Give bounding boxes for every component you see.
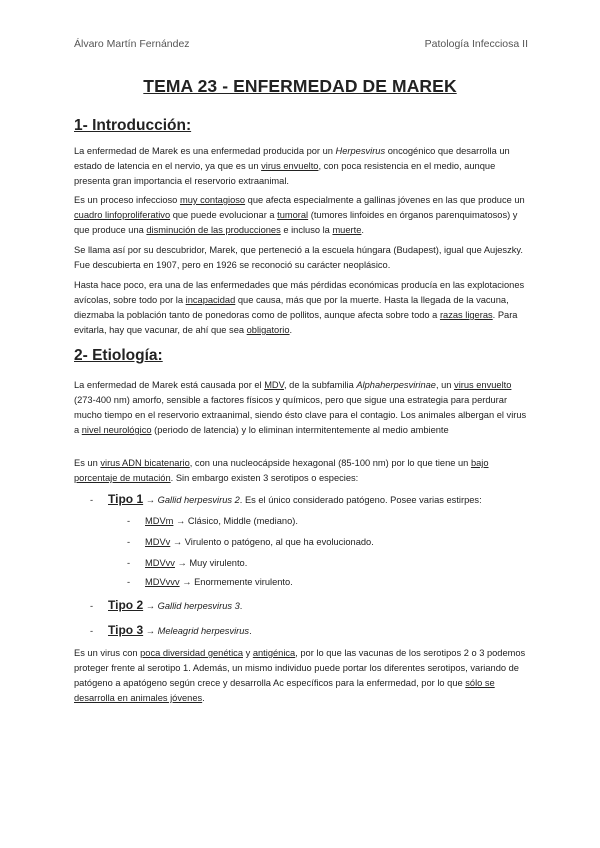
list-bullet-dash: - [90,495,94,505]
text: Es un [74,458,101,468]
underline-mdv: MDV [264,380,284,390]
paragraph-etiologia-2 [74,456,528,486]
page-header [74,38,528,50]
header-subject: Patología Infecciosa II [424,38,528,50]
tipo-label: Tipo 1 [108,492,144,506]
estirpe-desc: → Virulento o patógeno, al que ha evolucionado. [170,537,374,547]
species-name: Gallid herpesvirus 2 [157,495,240,505]
text: . [202,693,205,703]
list-bullet-dash: - [127,537,131,547]
text: La enfermedad de Marek es una enfermedad producida por un [74,146,336,156]
estirpe-desc: → Clásico, Middle (mediano). [173,516,298,526]
list-bullet-dash: - [90,601,94,611]
text: La enfermedad de Marek está causada por el [74,380,265,390]
underline-virus-envuelto: virus envuelto [261,161,319,171]
list-item-tipo-3 [108,623,252,638]
list-item-tipo-2 [108,598,242,613]
underline-poca-diversidad: poca diversidad genética [140,648,243,658]
emphasis-alphaherpesvirinae: Alphaherpesvirinae [356,380,436,390]
underline-muerte: muerte [332,225,362,235]
underline-incapacidad: incapacidad [185,295,236,305]
arrow-icon: → [145,626,156,636]
text: y [243,648,253,658]
underline-bajo-porcentaje: bajo porcentaje de mutación [74,458,489,483]
text: , con poca resistencia en el medio, aunque presenta gran importancia el reservorio extraanimal. [74,161,496,186]
underline-tumoral: tumoral [277,210,309,220]
paragraph-etiologia-3 [74,646,528,706]
underline-antigenica: antigénica [252,648,296,658]
list-item-estirpe [145,556,247,570]
underline-obligatorio: obligatorio [246,325,290,335]
emphasis-herpesvirus: Herpesvirus [335,146,386,156]
list-item-estirpe [145,575,293,589]
underline-disminucion: disminución de las producciones [146,225,281,235]
list-bullet-dash: - [127,516,131,526]
underline-virus-adn: virus ADN bicatenario [100,458,190,468]
header-author: Álvaro Martín Fernández [74,38,190,50]
text: (tumores linfoides en órganos parenquimatosos) y que produce una [74,210,518,235]
estirpe-name: MDVvv [145,558,175,568]
text: , un [435,380,455,390]
page-title: TEMA 23 - ENFERMEDAD DE MAREK [143,76,457,96]
list-item-tipo-1 [108,492,482,507]
text: , por lo que las vacunas de los serotipos 2 o 3 podemos proteger frente al serotipo 1. Además, un mismo individuo puede portar los diferentes serotipos, variando de patógeno a apatógeno según crece y desarrolla Ac específicos para la enfermedad, por lo que [74,648,526,688]
arrow-icon: → [145,601,156,611]
text: , de la subfamilia [284,380,357,390]
estirpe-name: MDVm [145,516,174,526]
tipo-label: Tipo 3 [108,623,144,637]
paragraph-intro-4 [74,278,528,338]
text: que causa, más que por la muerte. Hasta la llegada de la vacuna, diezmaba la población tanto de ponedoras como de pollitos, aunque afecta sobre todo a [74,295,509,320]
estirpe-desc: → Enormemente virulento. [179,577,293,587]
paragraph-etiologia-1 [74,378,528,438]
text: . Es el único considerado patógeno. Posee varias estirpes: [239,495,482,505]
list-bullet-dash: - [127,558,131,568]
paragraph-intro-2 [74,193,528,238]
text: que puede evolucionar a [170,210,278,220]
text: Es un proceso infeccioso [74,195,180,205]
underline-virus-envuelto: virus envuelto [454,380,512,390]
section-heading-etiologia: 2- Etiología: [74,347,163,364]
text: . Para evitarla, hay que vacunar, de ahí que sea [74,310,518,335]
underline-razas-ligeras: razas ligeras [439,310,493,320]
underline-nivel-neurologico: nivel neurológico [81,425,152,435]
underline-solo-jovenes: sólo se desarrolla en animales jóvenes [74,678,495,703]
tipo-label: Tipo 2 [108,598,144,612]
estirpe-desc: → Muy virulento. [174,558,248,568]
text: . [361,225,364,235]
text: . [239,601,243,611]
paragraph-intro-3: Se llama así por su descubridor, Marek, que perteneció a la escuela húngara (Budapest), igual que Aujeszky. Fue descubierta en 1907, pero en 1926 se reconoció su carácter neoplásico. [74,245,523,270]
paragraph-intro-1 [74,144,528,189]
species-name: Meleagrid herpesvirus [157,626,250,636]
list-bullet-dash: - [127,577,131,587]
text: . [289,325,293,335]
estirpe-name: MDVv [145,537,171,547]
underline-muy-contagioso: muy contagioso [179,195,246,205]
species-name: Gallid herpesvirus 3 [157,601,240,611]
text: que afecta especialmente a gallinas jóvenes en las que produce un [245,195,525,205]
underline-cuadro: cuadro linfoproliferativo [74,210,171,220]
text: oncogénico que desarrolla un estado de latencia en el nervio, ya que es un [74,146,510,171]
text: . Sin embargo existen 3 serotipos o especies: [170,473,359,483]
section-heading-introduccion: 1- Introducción: [74,117,192,134]
list-item-estirpe [145,535,374,549]
text: Hasta hace poco, era una de las enfermedades que más pérdidas económicas producía en las explotaciones avícolas, sobre todo por la [74,280,525,305]
text: e incluso la [280,225,333,235]
text: (273-400 nm) amorfo, sensible a factores físicos y químicos, pero que sigue una estrategia para perdurar mucho tiempo en el reservorio extraanimal, siendo ésto clave para el contagio. Los animales albergan el virus a [74,395,527,435]
list-bullet-dash: - [90,626,94,636]
arrow-icon: → [145,495,156,505]
text: Es un virus con [74,648,141,658]
estirpe-name: MDVvvv [145,577,180,587]
text: , con una nucleocápside hexagonal (85-100 nm) por lo que tiene un [189,458,471,468]
list-item-estirpe [145,514,298,528]
text: . [249,626,252,636]
text: (periodo de latencia) y lo eliminan intermitentemente al medio ambiente [151,425,449,435]
